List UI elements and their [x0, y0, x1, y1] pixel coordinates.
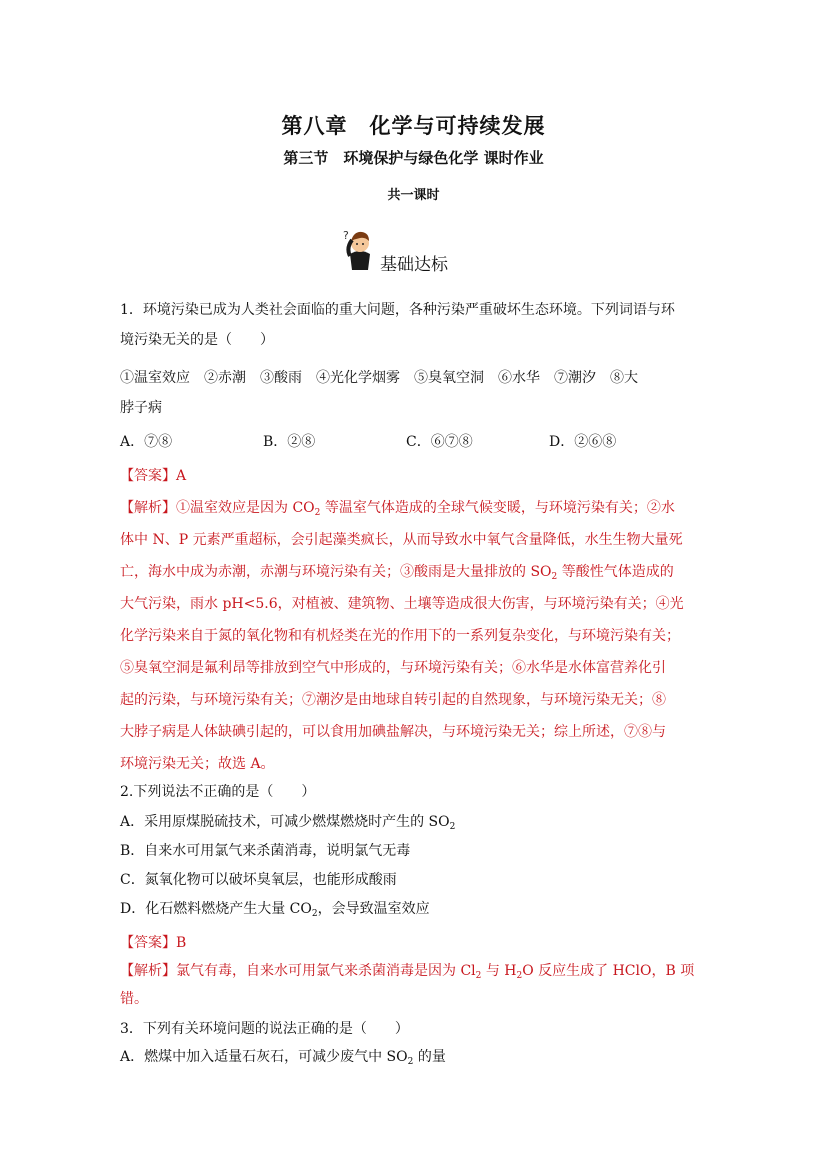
q3-option-a	[120, 1047, 720, 1067]
subscript: 2	[551, 572, 558, 582]
q1-analysis-line5: 化学污染来自于氮的氧化物和有机烃类在光的作用下的一系列复杂变化，与环境污染有关；	[120, 628, 680, 644]
subscript: 2	[516, 971, 523, 981]
period-label: 共一课时	[387, 188, 440, 203]
q1-analysis-text: 等酸性气体造成的	[557, 564, 674, 580]
q1-analysis-line7: 起的污染，与环境污染有关；⑦潮汐是由地球自转引起的自然现象，与环境污染无关；⑧	[120, 692, 666, 708]
subscript: 2	[314, 508, 321, 518]
q1-option-c: C．⑥⑦⑧	[406, 434, 473, 450]
svg-text:?: ?	[343, 229, 349, 242]
q1-items-line2: 脖子病	[120, 400, 162, 416]
q1-analysis-text: 等温室气体造成的全球气候变暖，与环境污染有关；②水	[320, 500, 675, 516]
q1-analysis-line3	[120, 562, 720, 582]
chapter-title: 第八章 化学与可持续发展	[281, 113, 546, 138]
q1-analysis-text: 亡，海水中成为赤潮，赤潮与环境污染有关；③酸雨是大量排放的 SO	[120, 564, 552, 580]
q1-option-b: B．②⑧	[263, 434, 316, 450]
q3-option-a-text: A．燃煤中加入适量石灰石，可减少废气中 SO	[120, 1049, 408, 1065]
section-title: 第三节 环境保护与绿色化学 课时作业	[283, 149, 544, 167]
q1-items-line1: ①温室效应 ②赤潮 ③酸雨 ④光化学烟雾 ⑤臭氧空洞 ⑥水华 ⑦潮汐 ⑧大	[120, 370, 638, 386]
thinking-boy-icon	[340, 226, 384, 274]
q2-option-d-text: ，会导致温室效应	[317, 901, 430, 917]
q1-answer: 【答案】A	[120, 468, 187, 484]
q2-stem: 2.下列说法不正确的是（ ）	[120, 784, 316, 800]
subscript: 2	[311, 909, 318, 919]
q1-analysis-label: 【解析】	[120, 500, 176, 516]
q1-stem-line2: 境污染无关的是（ ）	[120, 332, 274, 348]
q2-analysis-line2: 错。	[120, 991, 148, 1007]
q2-analysis-line1	[120, 961, 720, 981]
q1-analysis-line2: 体中 N、P 元素严重超标，会引起藻类疯长，从而导致水中氧气含量降低，水生生物大量死	[120, 532, 683, 548]
q2-analysis-text: 与 H	[481, 963, 517, 979]
q2-analysis-text: O 反应生成了 HClO，B 项	[522, 963, 695, 979]
q1-analysis-line6: ⑤臭氧空洞是氟利昂等排放到空气中形成的，与环境污染有关；⑥水华是水体富营养化引	[120, 660, 666, 676]
q3-option-a-text: 的量	[413, 1049, 446, 1065]
q3-stem: 3．下列有关环境问题的说法正确的是（ ）	[120, 1021, 409, 1037]
q1-analysis-line4: 大气污染，雨水 pH<5.6，对植被、建筑物、土壤等造成很大伤害，与环境污染有关；④光	[120, 596, 684, 612]
q2-option-d-text: D．化石燃料燃烧产生大量 CO	[120, 901, 312, 917]
q1-analysis-text: ①温室效应是因为 CO	[176, 500, 315, 516]
q2-option-b: B．自来水可用氯气来杀菌消毒，说明氯气无毒	[120, 843, 411, 859]
q1-stem-line1: 1．环境污染已成为人类社会面临的重大问题，各种污染严重破坏生态环境。下列词语与环	[120, 302, 675, 318]
q1-option-a: A．⑦⑧	[120, 434, 173, 450]
q1-analysis-line9: 环境污染无关；故选 A。	[120, 756, 275, 772]
badge-label: 基础达标	[380, 255, 448, 275]
q2-option-a-text: A．采用原煤脱硫技术，可减少燃煤燃烧时产生的 SO	[120, 814, 450, 830]
q2-analysis-text: 氯气有毒，自来水可用氯气来杀菌消毒是因为 Cl	[176, 963, 476, 979]
q2-analysis-label: 【解析】	[120, 963, 176, 979]
q2-option-c: C．氮氧化物可以破坏臭氧层，也能形成酸雨	[120, 872, 397, 888]
q1-options	[120, 432, 720, 452]
q1-analysis-line8: 大脖子病是人体缺碘引起的，可以食用加碘盐解决，与环境污染无关；综上所述，⑦⑧与	[120, 724, 666, 740]
basic-practice-badge	[340, 226, 480, 274]
subscript: 2	[449, 822, 456, 832]
q2-option-d	[120, 899, 720, 919]
subscript: 2	[475, 971, 482, 981]
q2-option-a	[120, 812, 720, 832]
subscript: 2	[407, 1057, 414, 1067]
q1-analysis-line1	[120, 498, 720, 518]
q1-option-d: D．②⑥⑧	[549, 434, 617, 450]
q2-answer: 【答案】B	[120, 935, 187, 951]
